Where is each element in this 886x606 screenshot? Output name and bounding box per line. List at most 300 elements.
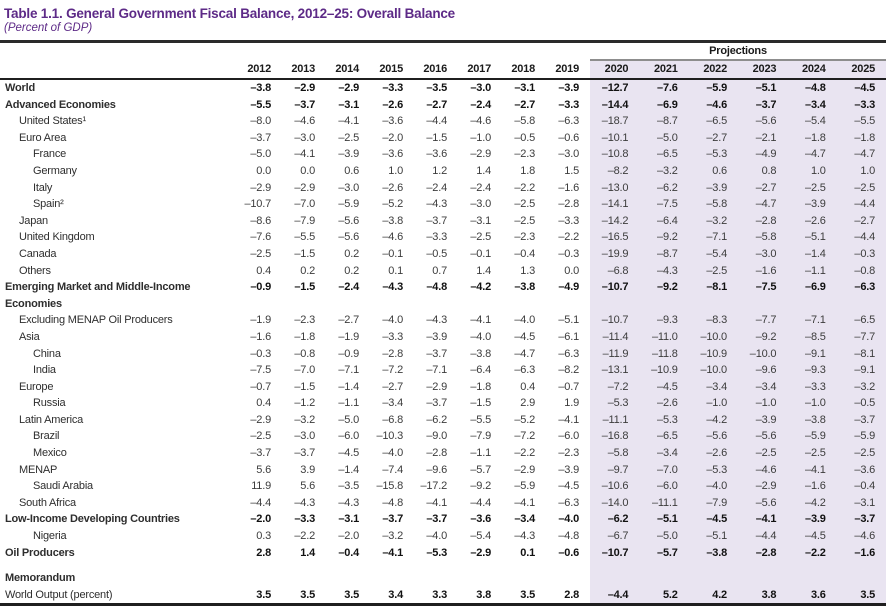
value-cell: –0.3 [558,247,579,260]
row-label: Brazil [33,430,60,443]
value-cell: –15.8 [376,480,403,493]
projection-value-cell: –9.2 [639,279,688,296]
projection-value-cell: –10.0 [689,362,738,379]
row-label: South Africa [19,496,76,509]
projection-value-cell: –6.3 [837,279,886,296]
value-cell: 5.6 [256,463,271,476]
projection-value-cell: –5.9 [837,428,886,445]
value-cell [414,570,458,587]
value-cell: –0.5 [426,247,447,260]
projection-value-cell: –0.8 [837,263,886,280]
value-cell: –9.6 [426,463,447,476]
value-cell: 0.4 [520,380,535,393]
projection-value-cell: –11.4 [590,329,639,346]
value-cell: –3.0 [470,82,491,94]
row-label [0,561,238,570]
value-cell: –0.4 [514,247,535,260]
value-cell: –3.3 [382,330,403,343]
year-column-header: 2017 [458,60,502,79]
value-cell: –5.6 [338,214,359,227]
projection-value-cell: –2.8 [738,545,787,562]
value-cell: 2.9 [520,397,535,410]
value-cell: –3.6 [426,148,447,161]
table-row [0,163,886,180]
value-cell: –3.9 [426,330,447,343]
row-label: Russia [33,397,66,410]
projection-value-cell: 1.0 [787,163,836,180]
value-cell: –0.4 [338,546,359,559]
projection-value-cell: –2.7 [689,130,738,147]
table-title: Table 1.1. General Government Fiscal Balance, 2012–25: Overall Balance [4,6,455,21]
projection-year-column-header: 2020 [590,60,639,79]
value-cell: –2.5 [250,430,271,443]
projection-value-cell: –4.6 [689,97,738,114]
value-cell [370,570,414,587]
projection-value-cell: –18.7 [590,113,639,130]
projection-value-cell: –7.7 [738,312,787,329]
value-cell: –3.7 [294,447,315,460]
row-label: Saudi Arabia [33,480,93,493]
projection-value-cell: –6.0 [639,478,688,495]
value-cell: 1.3 [520,264,535,277]
projection-value-cell: –10.0 [689,329,738,346]
value-cell: –4.0 [514,314,535,327]
value-cell: –3.7 [294,98,315,111]
value-cell: –3.0 [294,430,315,443]
projection-value-cell: –11.0 [639,329,688,346]
value-cell: –2.7 [426,98,447,111]
value-cell: –2.7 [338,314,359,327]
value-cell: –3.9 [558,82,579,94]
value-cell: 1.4 [476,264,491,277]
projection-value-cell [837,561,886,570]
projection-value-cell: –4.4 [837,196,886,213]
row-label: United States¹ [19,115,86,128]
value-cell: –2.6 [382,181,403,194]
value-cell: –7.0 [294,364,315,377]
year-column-header: 2014 [326,60,370,79]
table-row [0,362,886,379]
value-cell: –1.4 [338,463,359,476]
projection-value-cell: –5.1 [787,229,836,246]
projection-value-cell: –4.4 [590,587,639,605]
projection-value-cell: –8.7 [639,246,688,263]
row-label: Spain² [33,198,64,211]
value-cell: –1.2 [294,397,315,410]
value-cell: –7.9 [470,430,491,443]
projection-value-cell: –12.7 [590,79,639,97]
projection-value-cell [639,570,688,587]
projection-value-cell: –3.9 [689,180,738,197]
value-cell: –2.0 [250,513,271,526]
table-row [0,213,886,230]
value-cell: 0.2 [344,264,359,277]
value-cell: –7.1 [338,364,359,377]
projection-value-cell: –14.2 [590,213,639,230]
value-cell: –6.3 [558,115,579,128]
projection-value-cell: –8.3 [689,312,738,329]
projection-value-cell [590,561,639,570]
value-cell: –1.5 [470,397,491,410]
year-column-header: 2019 [546,60,590,79]
value-cell: –2.9 [514,463,535,476]
projection-value-cell: –3.4 [639,445,688,462]
value-cell [502,561,546,570]
value-cell [282,296,326,313]
table-row [0,587,886,605]
value-cell: –3.6 [382,115,403,128]
projection-value-cell: –3.8 [787,412,836,429]
row-label: Japan [19,214,48,227]
value-cell: –10.3 [376,430,403,443]
projection-value-cell: –4.4 [837,229,886,246]
value-cell [546,296,590,313]
row-label: Euro Area [19,131,67,144]
projection-value-cell: –1.8 [787,130,836,147]
table-row [0,412,886,429]
value-cell: –2.8 [558,198,579,211]
projection-value-cell: –2.2 [787,545,836,562]
projection-value-cell: –7.2 [590,379,639,396]
projection-value-cell: –4.7 [738,196,787,213]
table-row [0,196,886,213]
value-cell: –3.7 [426,397,447,410]
table-row [0,445,886,462]
value-cell: –4.3 [382,281,403,294]
value-cell: 1.0 [388,164,403,177]
spacer-row [0,561,886,570]
projection-value-cell: –7.5 [738,279,787,296]
projection-value-cell [689,296,738,313]
value-cell: –7.6 [250,231,271,244]
value-cell: –6.3 [514,364,535,377]
row-label: Germany [33,164,77,177]
row-label: Canada [19,247,57,260]
projection-value-cell: –13.0 [590,180,639,197]
projection-value-cell [787,570,836,587]
value-cell: –2.4 [338,281,359,294]
value-cell: –1.9 [250,314,271,327]
value-cell: –0.7 [558,380,579,393]
value-cell: –3.0 [294,131,315,144]
value-cell: –7.4 [382,463,403,476]
projection-value-cell: –5.8 [689,196,738,213]
value-cell: –3.3 [558,98,579,111]
projection-value-cell: –3.4 [787,97,836,114]
value-cell: 1.4 [476,164,491,177]
empty-header-cell [0,60,238,79]
value-cell: –3.3 [294,513,315,526]
projection-year-column-header: 2022 [689,60,738,79]
projection-value-cell: –6.4 [639,213,688,230]
projection-value-cell: –1.6 [837,545,886,562]
projection-value-cell: –4.8 [787,79,836,97]
row-label: Emerging Market and Middle-Income [5,281,191,294]
value-cell: –2.8 [426,447,447,460]
projection-value-cell: –4.5 [787,528,836,545]
value-cell: –2.8 [382,347,403,360]
projection-value-cell: –9.6 [738,362,787,379]
projection-value-cell: –4.7 [787,146,836,163]
projection-value-cell: 5.2 [639,587,688,605]
value-cell: –3.0 [470,198,491,211]
projection-value-cell: –3.7 [837,511,886,528]
value-cell: –0.6 [558,546,579,559]
projection-value-cell: –2.5 [837,445,886,462]
projection-value-cell: 4.2 [689,587,738,605]
value-cell: –5.1 [558,314,579,327]
value-cell: –1.9 [338,330,359,343]
projection-year-column-header: 2021 [639,60,688,79]
projection-value-cell: –5.8 [590,445,639,462]
value-cell: –4.1 [558,413,579,426]
row-label: Excluding MENAP Oil Producers [19,314,173,327]
projection-value-cell: –4.0 [689,478,738,495]
projection-value-cell: –4.6 [837,528,886,545]
value-cell: –7.2 [514,430,535,443]
value-cell: 0.4 [256,397,271,410]
value-cell: –7.2 [382,364,403,377]
projections-header-row [0,43,886,60]
value-cell: –4.5 [338,447,359,460]
value-cell: –4.0 [382,447,403,460]
value-cell: –3.1 [470,214,491,227]
value-cell: –4.1 [514,496,535,509]
projection-year-column-header: 2023 [738,60,787,79]
projection-value-cell: –5.5 [837,113,886,130]
value-cell: –2.0 [338,530,359,543]
projection-value-cell [787,561,836,570]
projection-value-cell: –3.9 [738,412,787,429]
projection-value-cell: –4.2 [689,412,738,429]
value-cell: 1.9 [564,397,579,410]
row-label: Mexico [33,447,67,460]
projection-value-cell [689,570,738,587]
value-cell: –1.6 [250,330,271,343]
value-cell: –2.4 [470,181,491,194]
value-cell: 0.0 [564,264,579,277]
table-row [0,246,886,263]
projection-value-cell [787,296,836,313]
year-column-header: 2013 [282,60,326,79]
projection-value-cell: –5.3 [639,412,688,429]
value-cell: –2.0 [382,131,403,144]
empty-header-cell [0,43,238,60]
projection-value-cell: 1.0 [837,163,886,180]
value-cell: –5.5 [250,98,271,111]
value-cell: –4.8 [382,496,403,509]
value-cell: –10.7 [244,198,271,211]
projection-value-cell: –3.2 [689,213,738,230]
year-column-header: 2015 [370,60,414,79]
value-cell: –4.1 [338,115,359,128]
row-label: Italy [33,181,53,194]
value-cell [370,296,414,313]
value-cell: –4.1 [382,546,403,559]
table-row [0,97,886,114]
row-label: Asia [19,330,40,343]
value-cell: –5.0 [338,413,359,426]
value-cell [502,296,546,313]
table-row [0,511,886,528]
projection-value-cell: –5.6 [738,495,787,512]
value-cell: –2.9 [294,181,315,194]
projection-value-cell: 3.8 [738,587,787,605]
projection-value-cell: –9.1 [787,346,836,363]
value-cell: –4.8 [426,281,447,294]
value-cell [238,296,282,313]
table-row [0,79,886,97]
table-caption [0,6,886,35]
projection-value-cell: –5.0 [639,528,688,545]
projection-value-cell: –7.6 [639,79,688,97]
projection-value-cell: –9.3 [787,362,836,379]
value-cell: –0.6 [558,131,579,144]
projection-value-cell: –5.4 [787,113,836,130]
projection-value-cell [639,561,688,570]
projection-value-cell: –8.7 [639,113,688,130]
table-row [0,528,886,545]
projection-value-cell [590,296,639,313]
projection-value-cell: –5.7 [639,545,688,562]
projection-value-cell: –3.4 [738,379,787,396]
projection-value-cell: –2.7 [738,180,787,197]
projection-value-cell [639,296,688,313]
table-row [0,462,886,479]
projection-value-cell: –5.0 [639,130,688,147]
projection-value-cell: –9.3 [639,312,688,329]
projection-value-cell: –1.4 [787,246,836,263]
value-cell: –3.1 [338,98,359,111]
projection-value-cell: –10.1 [590,130,639,147]
projection-value-cell: –2.6 [639,395,688,412]
value-cell [282,570,326,587]
projection-value-cell: –1.0 [738,395,787,412]
projection-value-cell: –3.3 [787,379,836,396]
value-cell: –1.5 [294,247,315,260]
value-cell: –5.4 [470,530,491,543]
value-cell: 0.2 [300,264,315,277]
value-cell: –3.1 [338,513,359,526]
projection-value-cell: –8.5 [787,329,836,346]
row-label: Advanced Economies [5,98,116,111]
value-cell [414,296,458,313]
value-cell: –3.4 [382,397,403,410]
table-row [0,428,886,445]
value-cell: 0.0 [300,164,315,177]
projection-value-cell: –0.5 [837,395,886,412]
value-cell: –4.4 [426,115,447,128]
projection-value-cell: –0.3 [837,246,886,263]
value-cell: 3.5 [502,587,546,605]
table-row [0,180,886,197]
projection-value-cell: –10.6 [590,478,639,495]
value-cell: –5.8 [514,115,535,128]
projection-value-cell: –3.1 [837,495,886,512]
projection-value-cell [837,570,886,587]
value-cell: –0.1 [382,247,403,260]
value-cell: 3.9 [300,463,315,476]
value-cell: 0.3 [256,530,271,543]
projection-value-cell: –4.9 [738,146,787,163]
projection-value-cell: –7.9 [689,495,738,512]
value-cell: –2.4 [426,181,447,194]
value-cell: 0.1 [388,264,403,277]
table-row [0,229,886,246]
value-cell: –6.4 [470,364,491,377]
value-cell: 0.1 [520,546,535,559]
projection-value-cell: –2.6 [787,213,836,230]
value-cell: –8.2 [558,364,579,377]
projection-value-cell: –5.3 [689,146,738,163]
value-cell: –0.5 [514,131,535,144]
projection-value-cell: –2.5 [787,445,836,462]
value-cell: 3.5 [238,587,282,605]
projection-value-cell: –10.7 [590,312,639,329]
fiscal-balance-table [0,43,886,606]
value-cell [458,570,502,587]
row-label: Others [19,264,51,277]
row-label: World [5,82,35,94]
value-cell: –3.6 [382,148,403,161]
value-cell: –9.2 [470,480,491,493]
projection-value-cell: –3.9 [787,511,836,528]
value-cell: –1.8 [470,380,491,393]
value-cell: –3.7 [250,131,271,144]
value-cell: –3.3 [558,214,579,227]
value-cell: –4.4 [250,496,271,509]
value-cell: –3.8 [470,347,491,360]
projection-value-cell: –4.5 [837,79,886,97]
value-cell: –1.5 [294,380,315,393]
value-cell: –4.1 [294,148,315,161]
value-cell: –2.9 [426,380,447,393]
value-cell: –2.5 [250,247,271,260]
value-cell: –2.9 [470,148,491,161]
value-cell: –6.0 [338,430,359,443]
projection-value-cell: –6.5 [639,428,688,445]
value-cell: –2.9 [338,82,359,94]
projection-value-cell: –6.5 [639,146,688,163]
value-cell: –6.0 [558,430,579,443]
projection-value-cell: –5.3 [590,395,639,412]
row-label: Nigeria [33,530,67,543]
value-cell [326,570,370,587]
value-cell: –4.9 [558,281,579,294]
value-cell: 0.4 [256,264,271,277]
projection-value-cell: –11.1 [639,495,688,512]
projection-value-cell: –5.4 [689,246,738,263]
projection-value-cell: –8.1 [837,346,886,363]
projection-value-cell: 3.6 [787,587,836,605]
value-cell: –0.8 [294,347,315,360]
projection-value-cell: –11.9 [590,346,639,363]
projection-value-cell [837,296,886,313]
projection-value-cell: –14.0 [590,495,639,512]
projection-value-cell: –3.0 [738,246,787,263]
year-column-header: 2016 [414,60,458,79]
value-cell: –3.5 [426,82,447,94]
projection-value-cell: –4.3 [639,263,688,280]
value-cell: –7.9 [294,214,315,227]
value-cell: –5.7 [470,463,491,476]
projection-value-cell: –1.0 [689,395,738,412]
table-row [0,279,886,296]
value-cell [502,570,546,587]
projection-value-cell: –4.5 [689,511,738,528]
value-cell: 0.6 [344,164,359,177]
projection-value-cell: –10.9 [689,346,738,363]
